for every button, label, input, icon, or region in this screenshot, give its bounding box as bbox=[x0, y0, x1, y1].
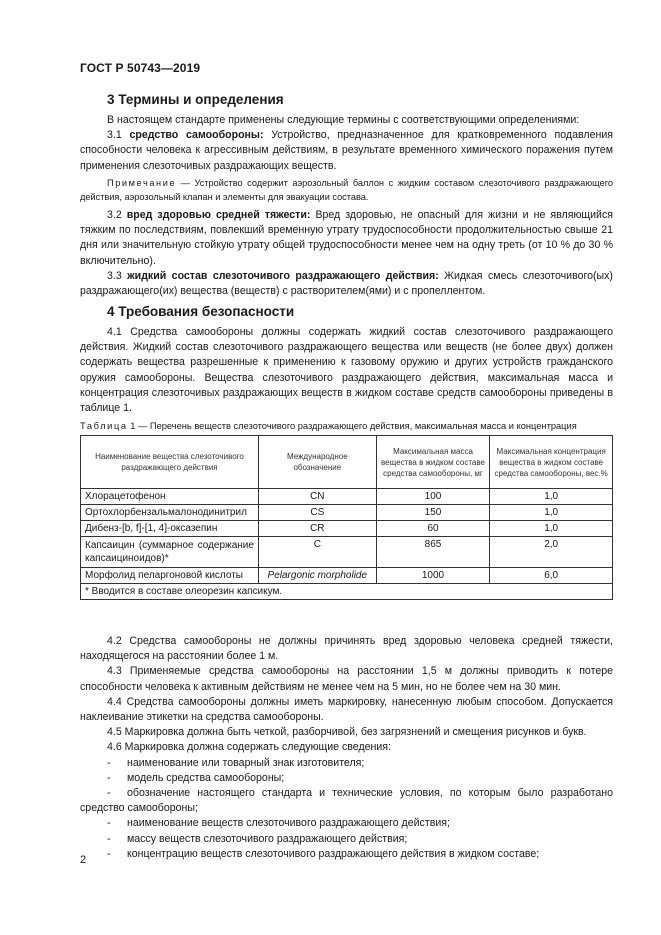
substances-table bbox=[80, 435, 613, 600]
table-row: Ортохлорбензальмалонодинитрил CS 150 1,0 bbox=[81, 505, 613, 521]
table-footnote: * Вводится в составе олеорезин капсикум. bbox=[81, 584, 613, 600]
section-3-title: 3 Термины и определения bbox=[107, 92, 284, 107]
paragraph-4-4: 4.4 Средства самообороны должны иметь маркировку, нанесенную любым способом. Допускается наклеивание этикетки на средства самообороны. bbox=[80, 695, 613, 724]
paragraph-4-2: 4.2 Средства самообороны не должны причинять вред здоровью человека средней тяжести, находящегося на расстоянии более 1 м. bbox=[80, 635, 613, 663]
term-3-1: 3.1 средство самообороны: Устройство, предназначенное для кратковременного подавления способности человека к агрессивным действиям, в результате временного химического поражения путем применения слезоточивых раздражающих веществ. bbox=[80, 129, 613, 172]
paragraphs-4-2-4-6 bbox=[80, 634, 613, 862]
note-text: — Устройство содержит аэрозольный баллон с жидким составом слезоточивого раздражающего действия, аэрозольный клапан и элементы для эвакуации состава. bbox=[80, 178, 613, 202]
col-header-mass: Максимальная масса вещества в жидком составе средства самообороны, мг bbox=[376, 436, 490, 489]
table-row: Дибенз-[b, f]-[1, 4]-оксазепин CR 60 1,0 bbox=[81, 521, 613, 537]
paragraph-4-6: 4.6 Маркировка должна содержать следующие сведения: bbox=[107, 741, 391, 754]
list-item: - концентрацию веществ слезоточивого раздражающего действия в жидком составе; bbox=[107, 847, 540, 860]
table-header-row bbox=[81, 436, 613, 489]
document-header: ГОСТ Р 50743—2019 bbox=[80, 61, 201, 75]
col-header-intl: Международное обозначение bbox=[258, 436, 376, 489]
note bbox=[80, 177, 613, 204]
table-footnote-row bbox=[81, 584, 613, 600]
col-header-conc: Максимальная концентрация вещества в жидком составе средства самообороны, вес.% bbox=[490, 436, 613, 489]
table-row: Морфолид пеларгоновой кислоты Pelargonic morpholide 1000 6,0 bbox=[81, 568, 613, 584]
note-label: Примечание bbox=[107, 178, 177, 188]
paragraph-4-1: 4.1 Средства самообороны должны содержать жидкий состав слезоточивого раздражающего действия. Жидкий состав слезоточивого раздражающего вещества или веществ (не более двух) должен содержать вещества разрешенные к применению к газовому оружию и других устройств гражданского оружия самообороны. Вещества слезоточивого раздражающего действия, максимальная масса и концентрация слезоточивых раздражающих веществ в жидком составе средств самообороны приведены в таблице 1. bbox=[80, 326, 613, 415]
list-item: - обозначение настоящего стандарта и технические условия, по которым было разработано средство самообороны; bbox=[80, 787, 613, 815]
term-3-3: 3.3 жидкий состав слезоточивого раздражающего действия: Жидкая смесь слезоточивого(ых) раздражающего(их) вещества (веществ) с растворителем(ями) и с пропеллентом. bbox=[80, 269, 613, 298]
list-item: - наименование или товарный знак изготовителя; bbox=[107, 756, 365, 769]
list-item: - модель средства самообороны; bbox=[107, 771, 285, 784]
paragraph-4-5: 4.5 Маркировка должна быть четкой, разборчивой, без загрязнений и смещения рисунков и букв. bbox=[107, 726, 587, 739]
table-caption: Таблица 1 — Перечень веществ слезоточивого раздражающего действия, максимальная масса и концентрация bbox=[80, 421, 577, 431]
term-3-2: 3.2 вред здоровью средней тяжести: Вред здоровью, не опасный для жизни и не являющийся тяжким по последствиям, повлекший временную утрату трудоспособности продолжительностью свыше 21 дня или значительную стойкую утрату общей трудоспособности менее чем на одну треть (от 10 % до 30 % включительно). bbox=[80, 209, 613, 267]
page-number: 2 bbox=[80, 854, 87, 866]
table-row: Хлорацетофенон CN 100 1,0 bbox=[81, 489, 613, 505]
section-4-title: 4 Требования безопасности bbox=[107, 304, 295, 319]
col-header-name: Наименование вещества слезоточивого раздражающего действия bbox=[81, 436, 259, 489]
list-item: - массу веществ слезоточивого раздражающего действия; bbox=[107, 832, 408, 845]
paragraph-4-3: 4.3 Применяемые средства самообороны на расстоянии 1,5 м должны приводить к потере способности человека к активным действиям не менее чем на 5 мин, но не более чем на 30 мин. bbox=[80, 665, 613, 693]
table-row: Капсаицин (суммарное содержание капсаициноидов)* C 865 2,0 bbox=[81, 537, 613, 568]
section-3-body bbox=[80, 113, 613, 174]
list-item: - наименование веществ слезоточивого раздражающего действия; bbox=[107, 817, 450, 830]
section-3-intro: В настоящем стандарте применены следующие термины с соответствующими определениями: bbox=[107, 114, 580, 126]
terms-3-2-3-3 bbox=[80, 208, 613, 299]
